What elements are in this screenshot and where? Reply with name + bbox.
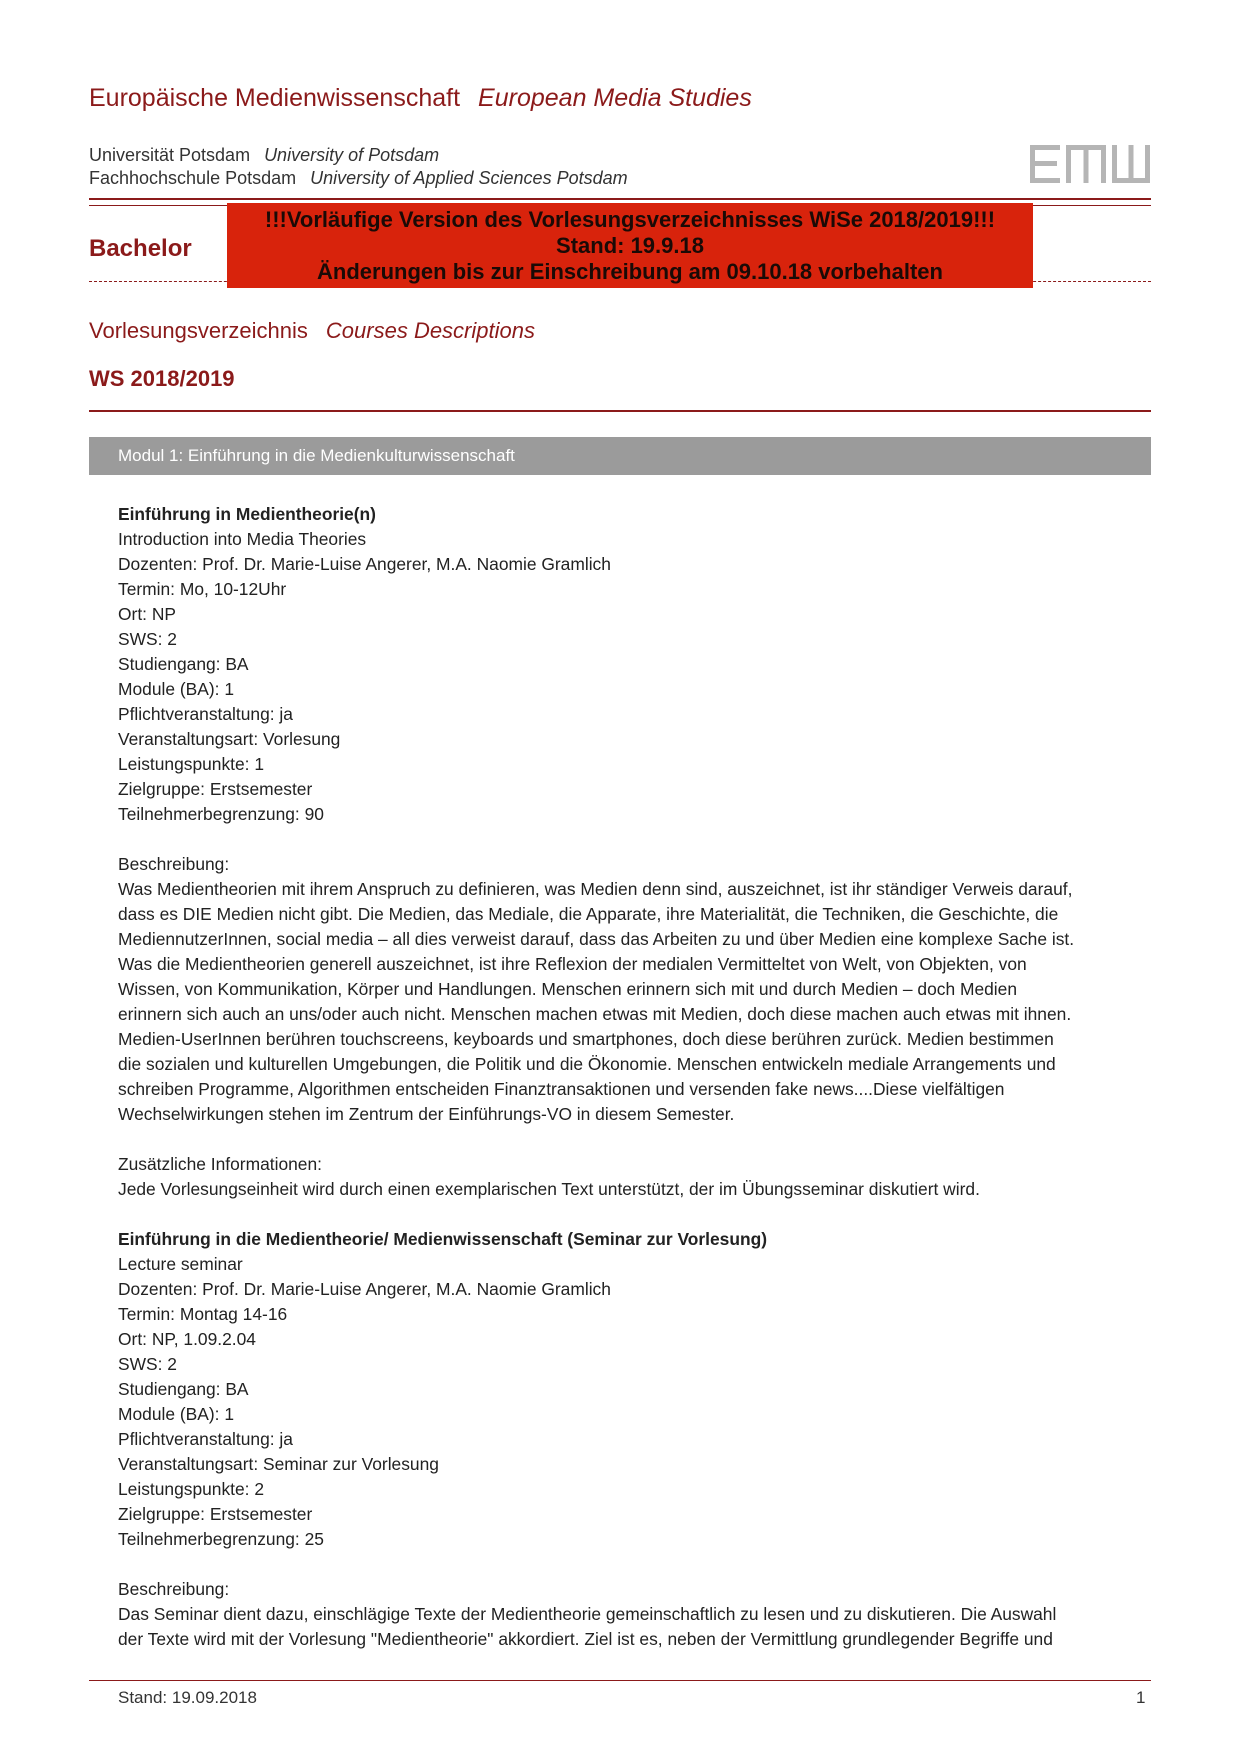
university-1-en: University of Potsdam xyxy=(264,145,440,165)
description-line: Was die Medientheorien generell auszeichnet, ist ihre Reflexion der medialen Vermitteltet von Welt, von Objekten, von xyxy=(118,954,1027,974)
info-label: Zusätzliche Informationen: xyxy=(118,1154,322,1174)
description-line: Wechselwirkungen stehen im Zentrum der Einführungs-VO in diesem Semester. xyxy=(118,1104,735,1124)
description-line: Medien-UserInnen berühren touchscreens, keyboards und smartphones, doch diese berühren zurück. Medien bestimmen xyxy=(118,1029,1054,1049)
course-type: Veranstaltungsart: Seminar zur Vorlesung xyxy=(118,1454,439,1474)
footer-date: Stand: 19.09.2018 xyxy=(118,1688,257,1707)
module-header: Modul 1: Einführung in die Medienkulturwissenschaft xyxy=(89,437,1151,475)
info-text: Jede Vorlesungseinheit wird durch einen exemplarischen Text unterstützt, der im Übungsseminar diskutiert wird. xyxy=(118,1179,980,1199)
university-1-de: Universität Potsdam xyxy=(89,145,251,165)
course-mandatory: Pflichtveranstaltung: ja xyxy=(118,704,293,724)
course-list xyxy=(118,502,1158,1652)
description-line: Wissen, von Kommunikation, Körper und Handlungen. Menschen erinnern sich mit und durch Medien – doch Medien xyxy=(118,979,1018,999)
description-label: Beschreibung: xyxy=(118,1579,230,1599)
banner-line-2: Stand: 19.9.18 xyxy=(556,233,704,258)
course-mandatory: Pflichtveranstaltung: ja xyxy=(118,1429,293,1449)
footer-rule xyxy=(89,1680,1151,1681)
course-type: Veranstaltungsart: Vorlesung xyxy=(118,729,341,749)
banner-line-1: !!!Vorläufige Version des Vorlesungsverzeichnisses WiSe 2018/2019!!! xyxy=(264,207,996,232)
course-subtitle: Lecture seminar xyxy=(118,1254,243,1274)
course-title: Einführung in die Medientheorie/ Medienwissenschaft (Seminar zur Vorlesung) xyxy=(118,1229,768,1249)
course-capacity: Teilnehmerbegrenzung: 90 xyxy=(118,804,324,824)
course-lecturers: Dozenten: Prof. Dr. Marie-Luise Angerer, M.A. Naomie Gramlich xyxy=(118,554,611,574)
section-rule xyxy=(89,410,1151,412)
course-entry xyxy=(118,1227,1158,1652)
course-title: Einführung in Medientheorie(n) xyxy=(118,504,376,524)
description-line: die sozialen und kulturellen Umgebungen, die Politik und die Ökonomie. Menschen entwickeln mediale Arrangements und xyxy=(118,1054,1056,1074)
semester-label: WS 2018/2019 xyxy=(89,366,235,391)
page-number: 1 xyxy=(1136,1688,1146,1707)
degree-label: Bachelor xyxy=(89,235,192,262)
course-time: Termin: Mo, 10-12Uhr xyxy=(118,579,287,599)
course-location: Ort: NP xyxy=(118,604,176,624)
course-credits: Leistungspunkte: 1 xyxy=(118,754,264,774)
emw-logo-letters xyxy=(1030,145,1150,183)
description-line: erinnern sich auch an uns/oder auch nicht. Menschen machen etwas mit Medien, doch diese machen auch etwas mit ihnen. xyxy=(118,1004,1072,1024)
course-module: Module (BA): 1 xyxy=(118,1404,234,1424)
course-audience: Zielgruppe: Erstsemester xyxy=(118,1504,313,1524)
course-capacity: Teilnehmerbegrenzung: 25 xyxy=(118,1529,324,1549)
description-line: dass es DIE Medien nicht gibt. Die Medien, das Mediale, die Apparate, ihre Materialität, die Techniken, die Geschichte, die xyxy=(118,904,1059,924)
course-module: Module (BA): 1 xyxy=(118,679,234,699)
header-rule xyxy=(89,198,1151,200)
course-audience: Zielgruppe: Erstsemester xyxy=(118,779,313,799)
course-program: Studiengang: BA xyxy=(118,654,249,674)
section-title-de: Vorlesungsverzeichnis xyxy=(89,318,308,343)
section-title xyxy=(89,318,535,344)
description-line: Was Medientheorien mit ihrem Anspruch zu definieren, was Medien denn sind, auszeichnet, ist ihr ständiger Verweis darauf, xyxy=(118,879,1073,899)
course-credits: Leistungspunkte: 2 xyxy=(118,1479,264,1499)
page-title xyxy=(89,84,752,113)
course-sws: SWS: 2 xyxy=(118,629,177,649)
section-title-en: Courses Descriptions xyxy=(325,318,535,343)
title-english: European Media Studies xyxy=(478,84,752,112)
course-subtitle: Introduction into Media Theories xyxy=(118,529,367,549)
preliminary-notice-banner xyxy=(227,203,1033,288)
description-line: der Texte wird mit der Vorlesung "Medientheorie" akkordiert. Ziel ist es, neben der Vermittlung grundlegender Begriffe und xyxy=(118,1629,1053,1649)
description-line: MediennutzerInnen, social media – all dies verweist darauf, dass das Arbeiten zu und über Medien eine komplexe Sache ist. xyxy=(118,929,1075,949)
banner-line-3: Änderungen bis zur Einschreibung am 09.10.18 vorbehalten xyxy=(317,259,943,284)
course-lecturers: Dozenten: Prof. Dr. Marie-Luise Angerer, M.A. Naomie Gramlich xyxy=(118,1279,611,1299)
description-line: schreiben Programme, Algorithmen entscheiden Finanztransaktionen und versenden fake news....Diese vielfältigen xyxy=(118,1079,1005,1099)
course-program: Studiengang: BA xyxy=(118,1379,249,1399)
university-2-de: Fachhochschule Potsdam xyxy=(89,168,297,188)
university-2-en: University of Applied Sciences Potsdam xyxy=(310,168,628,188)
course-entry xyxy=(118,502,1158,1227)
course-sws: SWS: 2 xyxy=(118,1354,177,1374)
emw-logo xyxy=(1030,145,1150,185)
description-line: Das Seminar dient dazu, einschlägige Texte der Medientheorie gemeinschaftlich zu lesen und zu diskutieren. Die Auswahl xyxy=(118,1604,1057,1624)
university-block xyxy=(89,144,628,190)
description-label: Beschreibung: xyxy=(118,854,230,874)
title-german: Europäische Medienwissenschaft xyxy=(89,84,461,112)
course-location: Ort: NP, 1.09.2.04 xyxy=(118,1329,256,1349)
course-time: Termin: Montag 14-16 xyxy=(118,1304,288,1324)
